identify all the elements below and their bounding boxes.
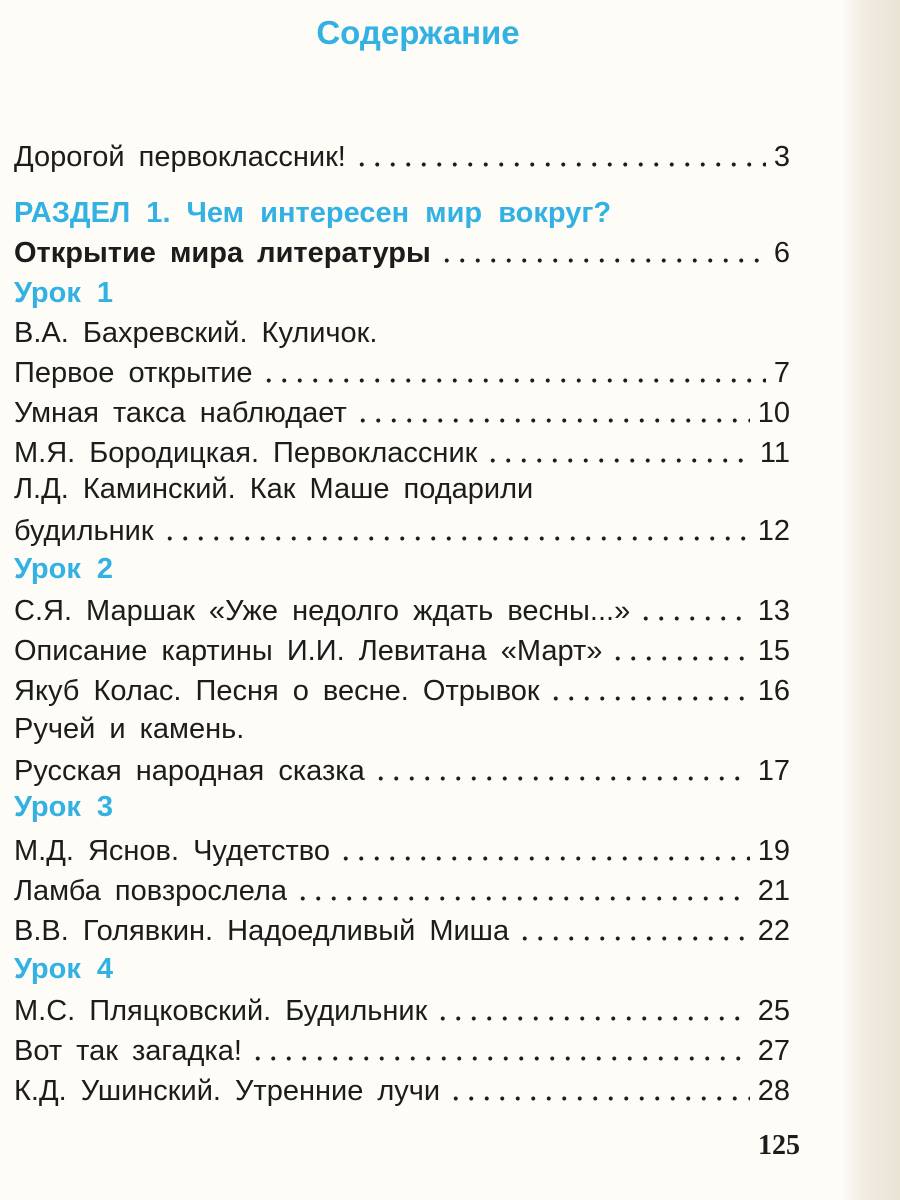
toc-entry[interactable] [14,906,790,946]
toc-entry[interactable] [14,586,790,626]
dot-leader [295,896,750,901]
toc-entry-title: М.Я. Бородицкая. Первоклассник [14,437,478,469]
toc-entry-page: 17 [757,755,790,787]
toc-entry-title: К.Д. Ушинский. Утренние лучи [14,1075,441,1107]
toc-entry-title: Ламба повзрослела [14,875,288,907]
page-edge-shadow [842,0,900,1200]
toc-entry-title: С.Я. Маршак «Уже недолго ждать весны...» [14,595,631,627]
toc-entry-page: 12 [757,515,790,547]
toc-entry-page: 13 [757,595,790,627]
toc-entry-title: Якуб Колас. Песня о весне. Отрывок [14,675,540,707]
toc-entry-title: М.С. Пляцковский. Будильник [14,995,428,1027]
toc-entry-page: 15 [757,635,790,667]
toc-entry-page: 16 [757,675,790,707]
toc-entry-title: будильник [14,515,154,547]
toc-entry-page: 11 [759,437,790,469]
toc-entry-page: 25 [757,995,790,1027]
dot-leader [338,856,750,861]
dot-leader [250,1056,750,1061]
toc-page [14,0,800,1200]
toc-entry-page: 21 [757,875,790,907]
toc-entry-line: В.А. Бахревский. Куличок. [14,317,378,349]
toc-entry[interactable] [14,428,790,468]
dot-leader [439,258,766,263]
toc-entry-title: Описание картины И.И. Левитана «Март» [14,635,603,667]
toc-entry[interactable] [14,1066,790,1106]
toc-entry-title: В.В. Голявкин. Надоедливый Миша [14,915,510,947]
toc-entry-title: М.Д. Яснов. Чудетство [14,835,330,867]
toc-entry-page: 27 [757,1035,790,1067]
page-number: 125 [758,1130,800,1161]
dot-leader [435,1016,749,1021]
toc-entry-page: 6 [773,237,790,269]
toc-entry-page: 22 [757,915,790,947]
toc-entry[interactable] [14,228,790,268]
dot-leader [610,656,749,661]
toc-entry[interactable] [14,986,790,1026]
toc-entry[interactable] [14,506,790,546]
toc-entry-title: Русская народная сказка [14,755,365,787]
toc-entry-page: 3 [773,141,790,173]
toc-entry-title: Первое открытие [14,357,253,389]
dot-leader [448,1096,750,1101]
toc-entry[interactable] [14,132,790,172]
toc-entry-title: Умная такса наблюдает [14,397,347,429]
toc-entry[interactable] [14,746,790,786]
lesson-heading: Урок 4 [14,953,114,985]
dot-leader [355,418,750,423]
toc-entry[interactable] [14,826,790,866]
toc-entry-title: Дорогой первоклассник! [14,141,346,173]
toc-entry[interactable] [14,866,790,906]
dot-leader [517,936,750,941]
toc-entry-line: Ручей и камень. [14,713,245,745]
toc-entry[interactable] [14,348,790,388]
toc-entry-page: 7 [773,357,790,389]
page-title: Содержание [316,14,520,51]
toc-entry[interactable] [14,626,790,666]
dot-leader [354,162,766,167]
toc-entry-title: Вот так загадка! [14,1035,242,1067]
lesson-heading: Урок 2 [14,553,114,585]
toc-entry-line: Л.Д. Каминский. Как Маше подарили [14,473,534,505]
toc-entry-title: Открытие мира литературы [14,237,431,269]
section-heading: РАЗДЕЛ 1. Чем интересен мир вокруг? [14,197,612,229]
toc-entry-page: 10 [757,397,790,429]
dot-leader [261,378,766,383]
toc-entry-page: 19 [757,835,790,867]
dot-leader [373,776,750,781]
lesson-heading: Урок 1 [14,277,114,309]
dot-leader [548,696,750,701]
toc-entry[interactable] [14,1026,790,1066]
lesson-heading: Урок 3 [14,791,114,823]
toc-entry[interactable] [14,666,790,706]
toc-entry-page: 28 [757,1075,790,1107]
dot-leader [638,616,750,621]
dot-leader [162,536,750,541]
toc-entry[interactable] [14,388,790,428]
dot-leader [485,458,752,463]
